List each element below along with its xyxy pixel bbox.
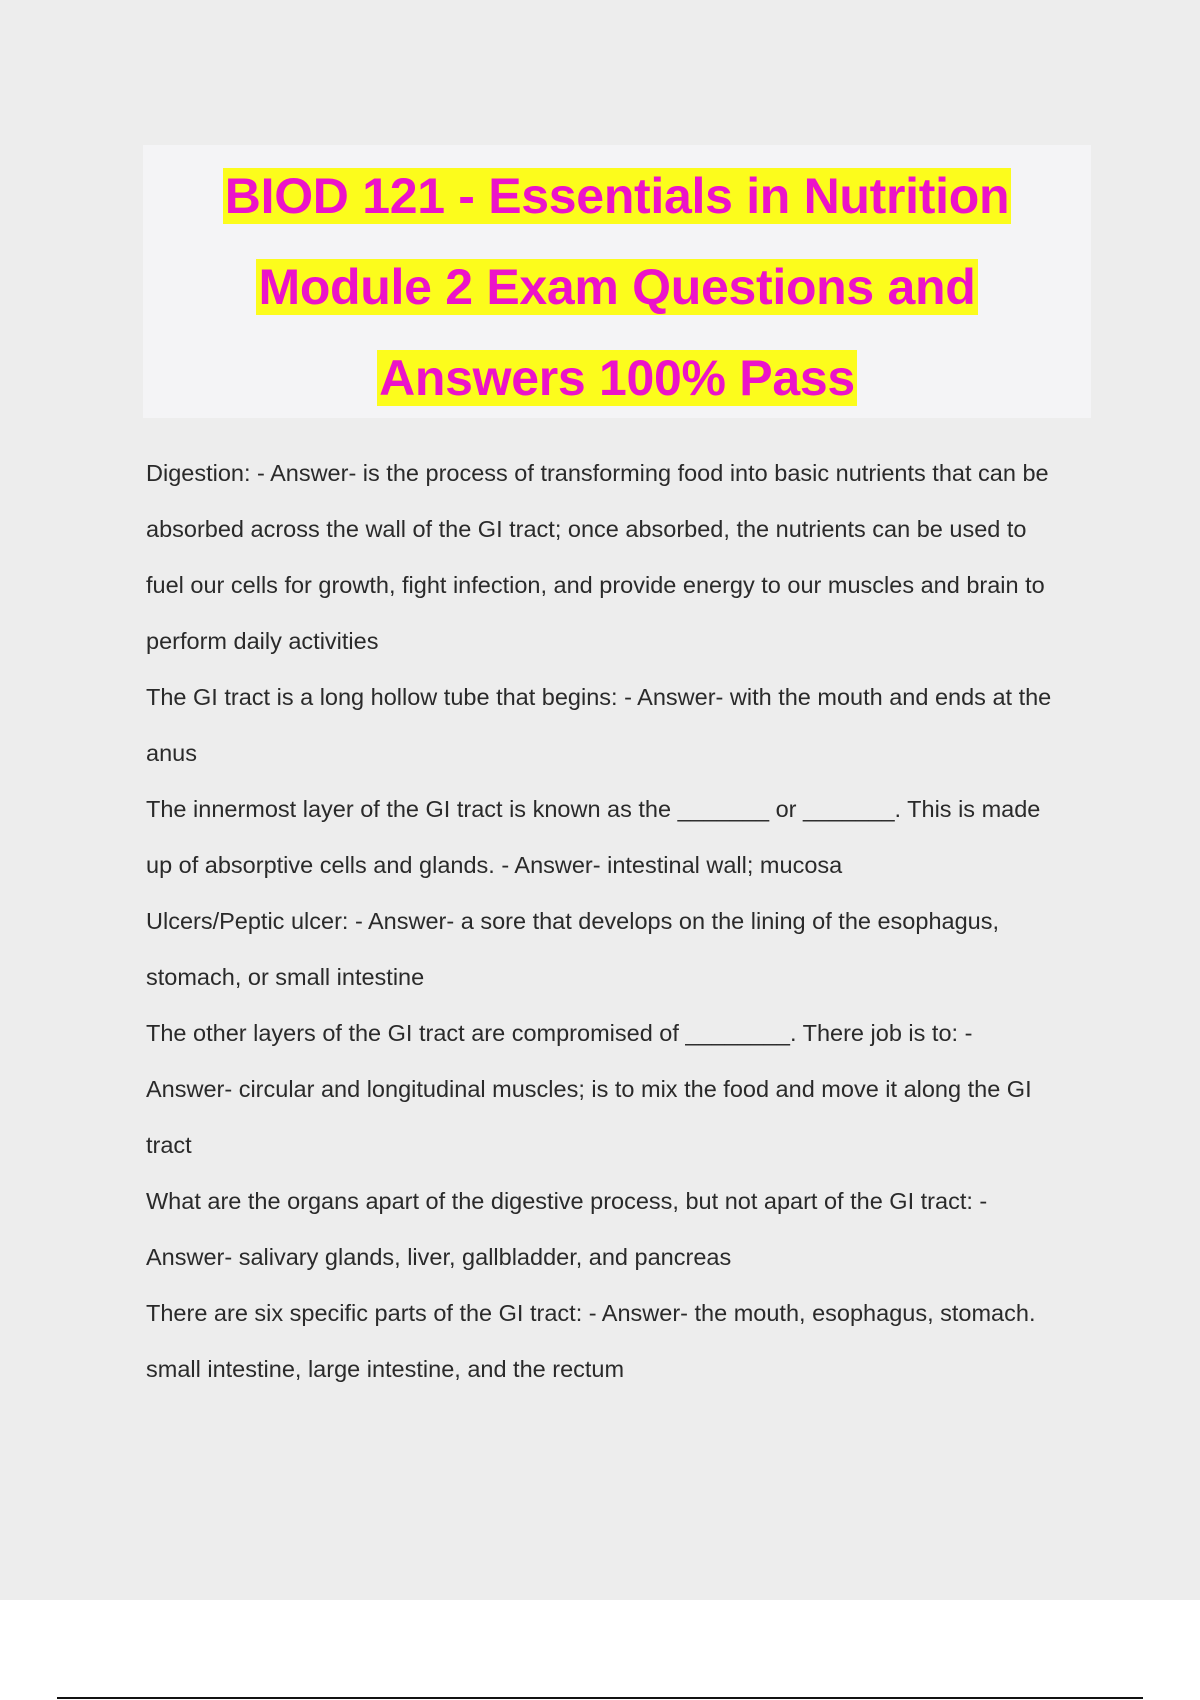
body-text-line: Answer- circular and longitudinal muscles; is to mix the food and move it along the GI (146, 1076, 1032, 1102)
body-text-line: The other layers of the GI tract are compromised of ________. There job is to: - (146, 1020, 973, 1046)
body-text-line: Digestion: - Answer- is the process of transforming food into basic nutrients that can be (146, 460, 1049, 486)
footer-divider (57, 1697, 1143, 1699)
body-text-line: There are six specific parts of the GI tract: - Answer- the mouth, esophagus, stomach. (146, 1300, 1036, 1326)
body-text-line: What are the organs apart of the digestive process, but not apart of the GI tract: - (146, 1188, 988, 1214)
title-line-text: Answers 100% Pass (379, 350, 855, 406)
document-title (143, 145, 1091, 418)
body-text-line: The innermost layer of the GI tract is known as the _______ or _______. This is made (146, 796, 1041, 822)
body-text-line: small intestine, large intestine, and the rectum (146, 1356, 625, 1382)
body-text-line: Ulcers/Peptic ulcer: - Answer- a sore that develops on the lining of the esophagus, (146, 908, 999, 934)
body-text-line: fuel our cells for growth, fight infection, and provide energy to our muscles and brain to (146, 572, 1045, 598)
body-text-line: stomach, or small intestine (146, 964, 425, 990)
title-line (143, 151, 1091, 242)
title-line (143, 333, 1091, 424)
body-text-line: anus (146, 740, 197, 766)
title-line-text: BIOD 121 - Essentials in Nutrition (224, 168, 1010, 224)
question-answer-list (146, 445, 1106, 1397)
title-line-text: Module 2 Exam Questions and (258, 259, 976, 315)
body-text-line: tract (146, 1132, 192, 1158)
body-text-line: The GI tract is a long hollow tube that begins: - Answer- with the mouth and ends at the (146, 684, 1052, 710)
body-text-line: absorbed across the wall of the GI tract; once absorbed, the nutrients can be used to (146, 516, 1027, 542)
body-text-line: Answer- salivary glands, liver, gallbladder, and pancreas (146, 1244, 732, 1270)
body-text-line: perform daily activities (146, 628, 379, 654)
body-text-line: up of absorptive cells and glands. - Answer- intestinal wall; mucosa (146, 852, 843, 878)
title-line (143, 242, 1091, 333)
